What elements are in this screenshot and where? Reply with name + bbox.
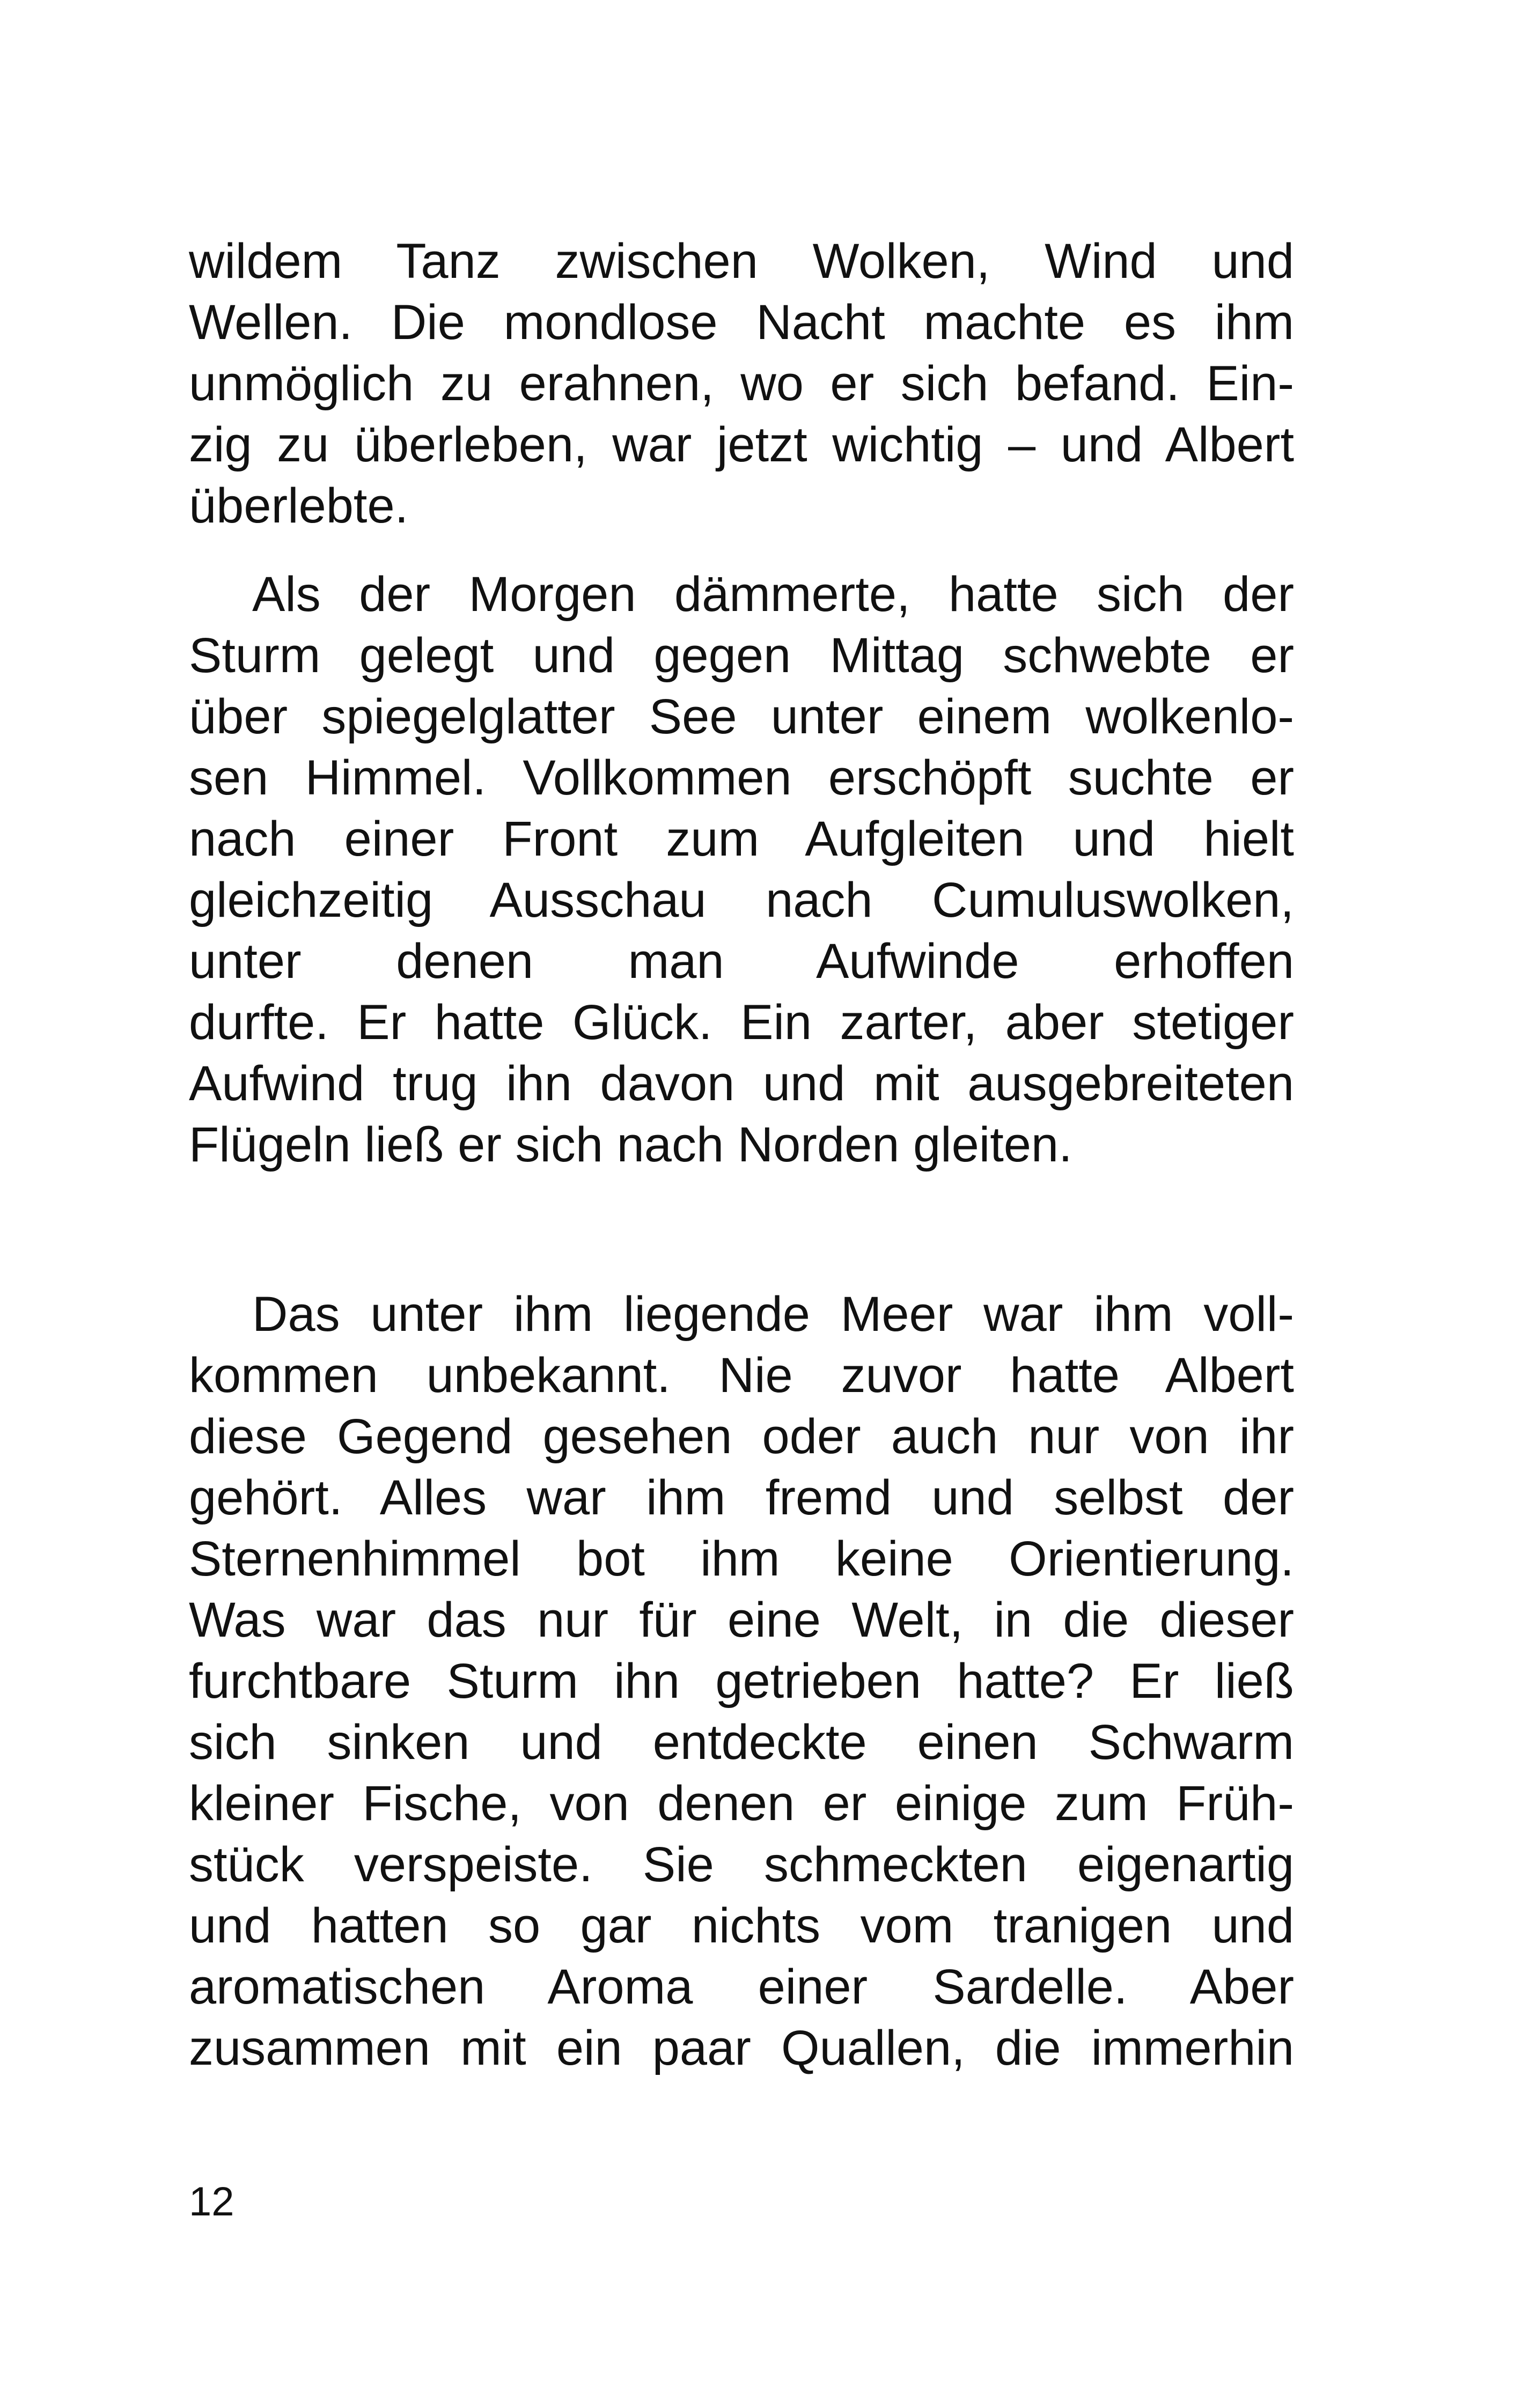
text-line: wildem Tanz zwischen Wolken, Wind und [189, 234, 1294, 289]
text-line: durfte. Er hatte Glück. Ein zarter, aber stetiger [189, 995, 1294, 1050]
text-line: diese Gegend gesehen oder auch nur von ihr [189, 1409, 1294, 1464]
paragraph-3 [189, 1284, 1294, 2079]
page-number: 12 [189, 2179, 234, 2225]
text-line: zusammen mit ein paar Quallen, die immerhin [189, 2021, 1294, 2075]
text-line: überlebte. [189, 478, 409, 533]
paragraph-2 [189, 564, 1294, 1175]
text-line: sen Himmel. Vollkommen erschöpft suchte er [189, 750, 1294, 805]
text-line: zig zu überleben, war jetzt wichtig – und Albert [189, 417, 1294, 472]
text-line: Wellen. Die mondlose Nacht machte es ihm [189, 295, 1294, 350]
text-line: über spiegelglatter See unter einem wolkenlo- [189, 689, 1294, 744]
text-line: Sturm gelegt und gegen Mittag schwebte er [189, 628, 1294, 683]
text-line: nach einer Front zum Aufgleiten und hielt [189, 812, 1294, 866]
paragraph-1 [189, 231, 1294, 536]
text-line: Sternenhimmel bot ihm keine Orientierung. [189, 1531, 1294, 1586]
text-line: Flügeln ließ er sich nach Norden gleiten. [189, 1117, 1072, 1172]
text-line: gleichzeitig Ausschau nach Cumuluswolken, [189, 873, 1294, 927]
text-line: Aufwind trug ihn davon und mit ausgebreiteten [189, 1056, 1294, 1111]
text-line: kleiner Fische, von denen er einige zum Früh- [189, 1776, 1294, 1831]
text-line: Das unter ihm liegende Meer war ihm voll- [252, 1287, 1294, 1342]
text-line: unter denen man Aufwinde erhoffen [189, 934, 1294, 989]
text-line: und hatten so gar nichts vom tranigen und [189, 1898, 1294, 1953]
text-line: sich sinken und entdeckte einen Schwarm [189, 1715, 1294, 1770]
text-line: aromatischen Aroma einer Sardelle. Aber [189, 1960, 1294, 2014]
text-line: Was war das nur für eine Welt, in die dieser [189, 1593, 1294, 1647]
text-line: kommen unbekannt. Nie zuvor hatte Albert [189, 1348, 1294, 1403]
text-line: Als der Morgen dämmerte, hatte sich der [252, 567, 1294, 622]
text-line: gehört. Alles war ihm fremd und selbst der [189, 1470, 1294, 1525]
text-line: unmöglich zu erahnen, wo er sich befand. Ein- [189, 356, 1294, 411]
text-line: stück verspeiste. Sie schmeckten eigenartig [189, 1837, 1294, 1892]
text-line: furchtbare Sturm ihn getrieben hatte? Er ließ [189, 1654, 1294, 1709]
